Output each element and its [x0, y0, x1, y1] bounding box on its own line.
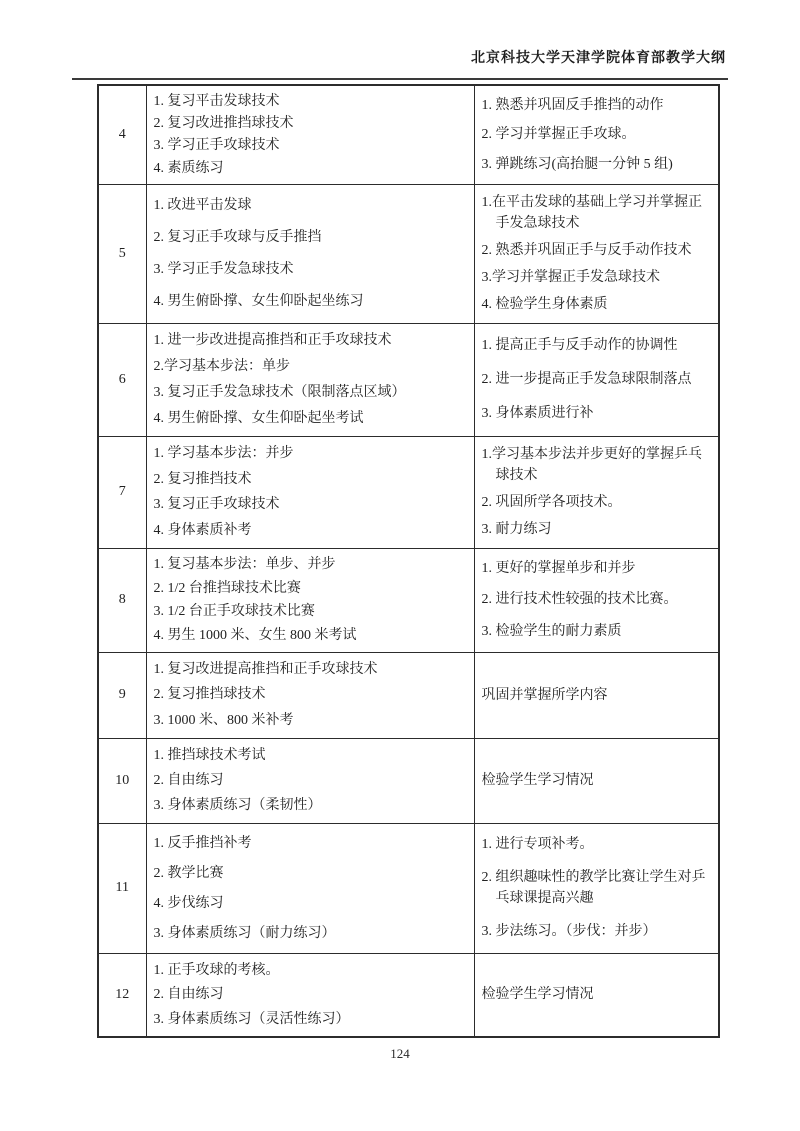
requirement-line: 1. 更好的掌握单步和并步 — [481, 561, 636, 577]
content-line: 2. 复习改进推挡球技术 — [153, 116, 294, 132]
requirements-cell-list — [475, 740, 719, 821]
requirements-cell-list — [475, 825, 719, 951]
week-number-cell: 10 — [98, 738, 146, 823]
teaching-content-cell — [146, 652, 474, 738]
content-line: 1. 进一步改进提高推挡和正手攻球技术 — [153, 333, 392, 349]
week-number-cell: 8 — [98, 548, 146, 652]
requirement-line: 检验学生学习情况 — [481, 987, 594, 1003]
content-line: 1. 复习基本步法：单步、并步 — [153, 557, 336, 573]
requirement-line: 巩固并掌握所学内容 — [481, 687, 608, 703]
content-line: 2. 复习推挡技术 — [153, 471, 252, 487]
content-line: 3. 身体素质练习（灵活性练习） — [153, 1011, 350, 1027]
teaching-content-cell-list — [147, 186, 474, 321]
teaching-content-cell-list — [147, 654, 474, 736]
content-line: 3. 身体素质练习（柔韧性） — [153, 798, 322, 813]
requirement-line: 3. 耐力练习 — [481, 522, 552, 537]
content-line: 1. 推挡球技术考试 — [153, 748, 266, 763]
header-rule — [72, 78, 728, 80]
requirements-cell-list — [475, 654, 719, 736]
content-line: 4. 男生俯卧撑、女生仰卧起坐考试 — [153, 410, 364, 426]
requirement-line: 1. 提高正手与反手动作的协调性 — [481, 337, 678, 353]
requirements-cell — [474, 85, 719, 184]
content-line: 4. 男生俯卧撑、女生仰卧起坐练习 — [153, 294, 364, 310]
teaching-content-cell-list — [147, 438, 474, 546]
teaching-content-cell — [146, 548, 474, 652]
requirement-line: 2. 巩固所学各项技术。 — [481, 495, 622, 510]
teaching-content-cell — [146, 323, 474, 436]
requirements-cell-list — [475, 186, 719, 321]
page-number: 124 — [390, 1046, 410, 1061]
requirements-cell — [474, 184, 719, 323]
requirement-line: 3. 身体素质进行补 — [481, 406, 594, 422]
table-row — [98, 823, 719, 953]
content-line: 2. 复习正手攻球与反手推挡 — [153, 229, 322, 245]
table-row — [98, 436, 719, 548]
syllabus-table — [97, 84, 720, 1038]
content-line: 4. 男生 1000 米、女生 800 米考试 — [153, 627, 357, 643]
requirements-cell — [474, 953, 719, 1037]
teaching-content-cell — [146, 953, 474, 1037]
content-line: 1. 复习改进提高推挡和正手攻球技术 — [153, 662, 378, 678]
requirement-line: 1. 熟悉并巩固反手推挡的动作 — [481, 97, 664, 113]
week-number-cell: 4 — [98, 85, 146, 184]
week-number-cell: 11 — [98, 823, 146, 953]
content-line: 2. 复习推挡球技术 — [153, 687, 266, 703]
requirement-line: 1.在平击发球的基础上学习并掌握正手发急球技术 — [481, 195, 702, 231]
content-line: 2. 自由练习 — [153, 773, 224, 788]
content-line: 1. 反手推挡补考 — [153, 835, 252, 851]
requirements-cell-list — [475, 438, 719, 546]
week-number-cell: 12 — [98, 953, 146, 1037]
week-number-cell: 9 — [98, 652, 146, 738]
requirement-line: 1.学习基本步法并步更好的掌握乒乓球技术 — [481, 447, 702, 483]
content-line: 3. 学习正手发急球技术 — [153, 262, 294, 278]
requirements-cell — [474, 436, 719, 548]
week-number-cell: 6 — [98, 323, 146, 436]
requirements-cell-list — [475, 325, 719, 434]
table-row — [98, 323, 719, 436]
syllabus-table-body — [98, 85, 719, 1037]
content-line: 1. 正手攻球的考核。 — [153, 962, 280, 978]
content-line: 3. 1/2 台正手攻球技术比赛 — [153, 604, 315, 620]
teaching-content-cell — [146, 823, 474, 953]
requirement-line: 4. 检验学生身体素质 — [481, 297, 608, 312]
week-number-cell: 7 — [98, 436, 146, 548]
content-line: 2. 1/2 台推挡球技术比赛 — [153, 580, 301, 596]
requirements-cell-list — [475, 550, 719, 650]
teaching-content-cell — [146, 738, 474, 823]
table-row — [98, 652, 719, 738]
teaching-content-cell-list — [147, 87, 474, 182]
table-row — [98, 953, 719, 1037]
requirements-cell — [474, 548, 719, 652]
requirement-line: 2. 熟悉并巩固正手与反手动作技术 — [481, 243, 692, 258]
requirement-line: 2. 进行技术性较强的技术比赛。 — [481, 592, 678, 608]
requirement-line: 检验学生学习情况 — [481, 773, 594, 788]
requirement-line: 3. 检验学生的耐力素质 — [481, 623, 622, 639]
requirements-cell — [474, 652, 719, 738]
requirements-cell-list — [475, 955, 719, 1035]
content-line: 4. 步伐练习 — [153, 895, 224, 911]
content-line: 3. 身体素质练习（耐力练习） — [153, 925, 336, 941]
requirement-line: 1. 进行专项补考。 — [481, 837, 594, 852]
requirement-line: 3. 步法练习。（步伐：并步） — [481, 924, 657, 939]
table-row — [98, 85, 719, 184]
content-line: 3. 复习正手攻球技术 — [153, 497, 280, 513]
week-number-cell: 5 — [98, 184, 146, 323]
content-line: 3. 1000 米、800 米补考 — [153, 712, 294, 728]
content-line: 2.学习基本步法：单步 — [153, 359, 290, 375]
teaching-content-cell-list — [147, 325, 474, 434]
table-row — [98, 738, 719, 823]
content-line: 2. 教学比赛 — [153, 865, 224, 881]
requirement-line: 3.学习并掌握正手发急球技术 — [481, 270, 660, 285]
requirement-line: 2. 学习并掌握正手攻球。 — [481, 127, 636, 143]
requirement-line: 2. 进一步提高正手发急球限制落点 — [481, 371, 692, 387]
content-line: 1. 改进平击发球 — [153, 197, 252, 213]
teaching-content-cell — [146, 436, 474, 548]
teaching-content-cell-list — [147, 550, 474, 650]
content-line: 3. 复习正手发急球技术（限制落点区域） — [153, 384, 406, 400]
content-line: 1. 复习平击发球技术 — [153, 93, 280, 109]
teaching-content-cell-list — [147, 955, 474, 1035]
content-line: 4. 身体素质补考 — [153, 522, 252, 538]
teaching-content-cell-list — [147, 825, 474, 951]
requirements-cell-list — [475, 87, 719, 182]
table-row — [98, 548, 719, 652]
content-line: 4. 素质练习 — [153, 160, 224, 176]
table-row — [98, 184, 719, 323]
teaching-content-cell-list — [147, 740, 474, 821]
teaching-content-cell — [146, 85, 474, 184]
requirements-cell — [474, 738, 719, 823]
requirement-line: 3. 弹跳练习(高抬腿一分钟 5 组) — [481, 156, 673, 172]
requirements-cell — [474, 823, 719, 953]
requirements-cell — [474, 323, 719, 436]
content-line: 2. 自由练习 — [153, 987, 224, 1003]
teaching-content-cell — [146, 184, 474, 323]
content-line: 3. 学习正手攻球技术 — [153, 138, 280, 154]
content-line: 1. 学习基本步法：并步 — [153, 446, 294, 462]
page-header-title: 北京科技大学天津学院体育部教学大纲 — [471, 51, 726, 66]
requirement-line: 2. 组织趣味性的教学比赛让学生对乒乓球课提高兴趣 — [481, 870, 706, 906]
